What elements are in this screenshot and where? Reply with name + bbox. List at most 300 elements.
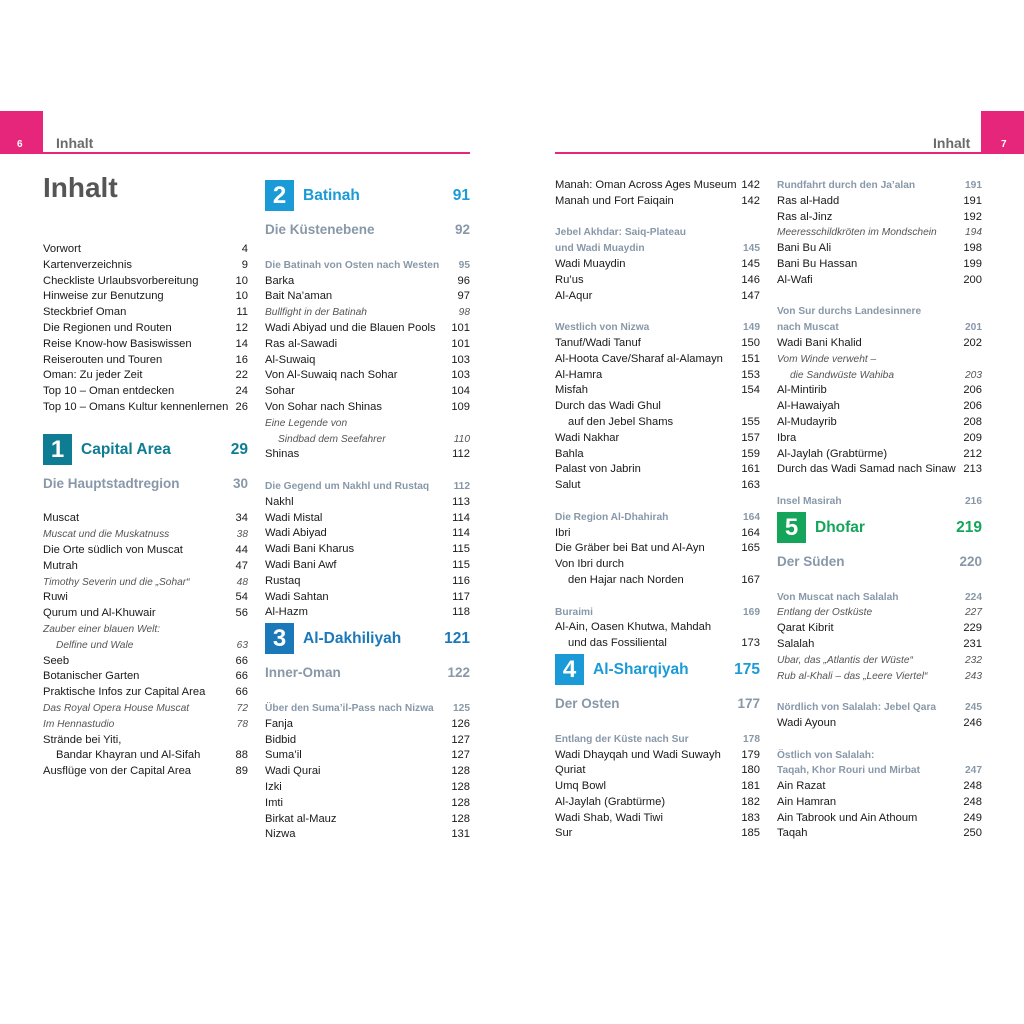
toc-entry[interactable] (43, 669, 248, 685)
toc-entry[interactable] (265, 574, 470, 590)
entry-page: 72 (236, 702, 248, 714)
entry-page: 116 (452, 574, 470, 587)
entry-page: 200 (963, 273, 982, 286)
toc-column-2 (265, 178, 470, 843)
entry-page: 56 (235, 607, 248, 620)
toc-entry[interactable] (555, 748, 760, 764)
entry-page: 127 (451, 733, 470, 746)
feature-entry[interactable] (43, 638, 248, 654)
entry-title: Misfah (555, 384, 588, 397)
entry-page: 9 (241, 258, 248, 271)
entry-page: 163 (741, 479, 760, 492)
entry-page: 202 (963, 336, 982, 349)
toc-entry[interactable] (777, 462, 982, 478)
entry-page: 208 (963, 415, 982, 428)
feature-entry[interactable] (43, 527, 248, 543)
toc-entry[interactable] (265, 748, 470, 764)
entry-page: 95 (458, 259, 470, 271)
toc-entry[interactable] (43, 258, 248, 274)
entry-page: 97 (457, 290, 470, 303)
entry-title: Wadi Nakhar (555, 431, 620, 444)
entry-page: 191 (965, 180, 982, 191)
toc-entry[interactable] (777, 716, 982, 732)
entry-title: Ru’us (555, 273, 584, 286)
entry-title: Die Hauptstadtregion (43, 475, 180, 491)
toc-entry[interactable] (777, 336, 982, 352)
toc-entry[interactable] (555, 462, 760, 478)
entry-page: 92 (454, 222, 470, 237)
toc-entry[interactable] (777, 795, 982, 811)
entry-title: Ain Hamran (777, 795, 837, 808)
section-heading[interactable] (555, 510, 760, 526)
toc-entry[interactable] (265, 289, 470, 305)
toc-entry[interactable] (43, 748, 248, 764)
entry-page: 114 (452, 511, 470, 524)
toc-entry[interactable] (43, 384, 248, 400)
section-heading[interactable] (265, 701, 470, 717)
entry-page: 206 (963, 400, 982, 413)
toc-entry[interactable] (555, 447, 760, 463)
entry-page: 128 (451, 780, 470, 793)
toc-entry[interactable] (265, 400, 470, 416)
toc-entry[interactable] (265, 542, 470, 558)
toc-entry[interactable] (265, 796, 470, 812)
entry-title: Wadi Shab, Wadi Tiwi (555, 811, 663, 824)
toc-entry[interactable] (555, 636, 760, 652)
toc-column-4 (777, 178, 982, 842)
chapter-heading[interactable] (265, 621, 470, 661)
section-heading[interactable] (555, 241, 760, 257)
entry-page: 22 (235, 369, 248, 382)
entry-title: Der Osten (555, 695, 620, 711)
entry-title: Birkat al-Mauz (265, 812, 337, 825)
section-heading[interactable] (777, 320, 982, 336)
entry-title: Al-Hamra (555, 368, 603, 381)
entry-page: 177 (737, 695, 760, 711)
toc-entry[interactable] (43, 511, 248, 527)
entry-title: Ausflüge von der Capital Area (43, 765, 192, 778)
toc-entry[interactable] (43, 590, 248, 606)
entry-page: 164 (741, 526, 760, 539)
entry-page: 155 (741, 415, 760, 428)
entry-page: 115 (452, 558, 470, 571)
page-number-left: 6 (17, 139, 23, 150)
toc-entry[interactable] (777, 779, 982, 795)
entry-title: Wadi Bani Kharus (265, 543, 355, 556)
entry-page: 209 (963, 431, 982, 444)
entry-page: 182 (741, 795, 760, 808)
toc-entry[interactable] (43, 242, 248, 258)
entry-title: Al-Suwaiq (265, 353, 316, 366)
section-heading[interactable] (777, 700, 982, 716)
section-heading[interactable] (555, 605, 760, 621)
toc-entry[interactable] (555, 194, 760, 210)
chapter-subtitle[interactable] (265, 661, 470, 685)
feature-entry[interactable] (777, 653, 982, 669)
entry-page: 212 (963, 447, 982, 460)
entry-page: 112 (452, 448, 470, 461)
entry-title: Wadi Bani Awf (265, 558, 337, 571)
chapter-heading[interactable] (43, 432, 248, 472)
toc-entry[interactable] (43, 274, 248, 290)
toc-entry[interactable] (555, 795, 760, 811)
feature-entry[interactable] (777, 669, 982, 685)
entry-page: 126 (451, 717, 470, 730)
toc-entry[interactable] (265, 590, 470, 606)
spacer (777, 574, 982, 590)
toc-entry[interactable] (555, 399, 760, 415)
section-heading[interactable] (777, 178, 982, 194)
entry-page: 151 (741, 352, 760, 365)
toc-entry[interactable] (265, 764, 470, 780)
toc-entry[interactable] (43, 305, 248, 321)
entry-title: Hinweise zur Benutzung (43, 290, 164, 303)
toc-entry[interactable] (777, 241, 982, 257)
chapter-page: 219 (956, 518, 982, 536)
entry-title: Sohar (265, 385, 295, 398)
chapter-subtitle[interactable] (777, 550, 982, 574)
entry-page: 16 (235, 353, 248, 366)
toc-entry[interactable] (777, 210, 982, 226)
entry-title: Bani Bu Hassan (777, 257, 858, 270)
entry-page: 88 (235, 749, 248, 762)
toc-entry[interactable] (43, 321, 248, 337)
toc-entry[interactable] (265, 717, 470, 733)
entry-title: Von Ibri durch (555, 558, 625, 571)
entry-title: Kartenverzeichnis (43, 258, 132, 271)
toc-entry[interactable] (555, 273, 760, 289)
section-heading[interactable] (777, 494, 982, 510)
toc-entry[interactable] (555, 352, 760, 368)
section-heading[interactable] (555, 732, 760, 748)
toc-entry[interactable] (555, 257, 760, 273)
entry-title: Qarat Kibrit (777, 622, 834, 635)
entry-title: Delfine und Wale (56, 639, 134, 651)
spacer (555, 210, 760, 226)
entry-title: Oman: Zu jeder Zeit (43, 369, 143, 382)
feature-entry[interactable] (43, 701, 248, 717)
entry-page: 183 (741, 811, 760, 824)
toc-entry[interactable] (777, 826, 982, 842)
toc-entry[interactable] (555, 779, 760, 795)
entry-title: Rub al-Khali – das „Leere Viertel“ (777, 670, 928, 682)
entry-page: 180 (741, 764, 760, 777)
chapter-heading[interactable] (777, 510, 982, 550)
chapter-number-badge: 5 (777, 512, 806, 543)
entry-page: 10 (235, 290, 248, 303)
entry-page: 179 (741, 748, 760, 761)
entry-title: Insel Masirah (777, 495, 842, 507)
page-number-tab-right (981, 111, 1024, 153)
entry-title: Timothy Severin und die „Sohar“ (43, 576, 190, 588)
entry-title: Nördlich von Salalah: Jebel Qara (777, 702, 937, 714)
entry-title: Salalah (777, 637, 815, 650)
entry-page: 101 (451, 337, 470, 350)
entry-page: 47 (235, 559, 248, 572)
entry-title: Muscat und die Muskatnuss (43, 529, 170, 541)
feature-entry[interactable] (777, 605, 982, 621)
toc-entry[interactable] (43, 289, 248, 305)
toc-entry[interactable] (265, 558, 470, 574)
toc-entry[interactable] (43, 606, 248, 622)
section-heading[interactable] (555, 320, 760, 336)
entry-page: 104 (451, 385, 470, 398)
chapter-title: Capital Area (81, 440, 171, 458)
chapter-page: 175 (734, 660, 760, 678)
entry-title: Wadi Muaydin (555, 257, 626, 270)
toc-entry[interactable] (555, 431, 760, 447)
toc-entry[interactable] (43, 337, 248, 353)
section-heading[interactable] (777, 748, 982, 764)
feature-entry[interactable] (265, 416, 470, 432)
entry-title: Ibra (777, 431, 797, 444)
entry-title: Sur (555, 827, 573, 840)
entry-title: Über den Suma’il-Pass nach Nizwa (265, 702, 434, 714)
toc-entry[interactable] (43, 543, 248, 559)
entry-page: 229 (963, 622, 982, 635)
toc-entry[interactable] (555, 415, 760, 431)
toc-entry[interactable] (777, 637, 982, 653)
toc-entry[interactable] (777, 431, 982, 447)
entry-page: 142 (741, 179, 760, 191)
entry-page: 109 (451, 400, 470, 413)
entry-page: 142 (741, 194, 760, 207)
entry-title: Suma’il (265, 749, 302, 762)
feature-entry[interactable] (265, 432, 470, 448)
entry-page: 198 (963, 242, 982, 255)
toc-entry[interactable] (265, 353, 470, 369)
toc-entry[interactable] (265, 605, 470, 621)
toc-entry[interactable] (555, 557, 760, 573)
spacer (265, 463, 470, 479)
toc-entry[interactable] (777, 399, 982, 415)
toc-entry[interactable] (555, 826, 760, 842)
toc-entry[interactable] (555, 178, 760, 194)
entry-title: Der Süden (777, 553, 845, 569)
entry-page: 117 (452, 590, 470, 603)
chapter-page: 91 (452, 187, 470, 204)
entry-page: 199 (963, 257, 982, 270)
section-heading[interactable] (555, 225, 760, 241)
feature-entry[interactable] (43, 717, 248, 733)
entry-title: Die Batinah von Osten nach Westen (265, 259, 440, 271)
toc-entry[interactable] (555, 289, 760, 305)
chapter-subtitle[interactable] (43, 472, 248, 496)
toc-entry[interactable] (555, 541, 760, 557)
feature-entry[interactable] (265, 305, 470, 321)
entry-page: 101 (451, 321, 470, 334)
entry-page: 249 (963, 811, 982, 824)
toc-entry[interactable] (777, 811, 982, 827)
entry-title: Salut (555, 479, 581, 492)
toc-entry[interactable] (555, 573, 760, 589)
toc-entry[interactable] (265, 511, 470, 527)
entry-title: Al-Mudayrib (777, 415, 837, 428)
entry-page: 247 (965, 765, 982, 777)
entry-page: 145 (743, 243, 760, 255)
entry-title: Reise Know-how Basiswissen (43, 337, 192, 350)
spacer (555, 589, 760, 605)
entry-title: Taqah, Khor Rouri und Mirbat (777, 765, 920, 777)
feature-entry[interactable] (777, 225, 982, 241)
toc-entry[interactable] (555, 526, 760, 542)
entry-title: Strände bei Yiti, (43, 733, 122, 746)
chapter-subtitle[interactable] (265, 218, 470, 242)
entry-title: Izki (265, 780, 282, 793)
toc-entry[interactable] (43, 400, 248, 416)
page-title: Inhalt (43, 172, 118, 203)
entry-title: Inner-Oman (265, 665, 341, 681)
entry-title: Eine Legende von (265, 417, 348, 429)
entry-title: Fanja (265, 717, 293, 730)
entry-title: Bidbid (265, 733, 297, 746)
section-heading[interactable] (777, 763, 982, 779)
entry-page: 145 (741, 257, 760, 270)
entry-page: 4 (241, 243, 248, 255)
toc-entry[interactable] (265, 812, 470, 828)
chapter-heading[interactable] (265, 178, 470, 218)
entry-title: Wadi Mistal (265, 511, 323, 524)
chapter-subtitle[interactable] (555, 692, 760, 716)
spacer (777, 684, 982, 700)
toc-entry[interactable] (777, 383, 982, 399)
toc-entry[interactable] (555, 478, 760, 494)
toc-entry[interactable] (265, 337, 470, 353)
entry-title: Westlich von Nizwa (555, 322, 650, 334)
entry-page: 122 (447, 665, 470, 681)
entry-title: Praktische Infos zur Capital Area (43, 686, 206, 699)
toc-entry[interactable] (555, 368, 760, 384)
toc-entry[interactable] (43, 733, 248, 749)
toc-entry[interactable] (265, 733, 470, 749)
entry-title: Die Regionen und Routen (43, 321, 172, 334)
chapter-title: Al-Sharqiyah (593, 660, 689, 678)
entry-page: 213 (963, 463, 982, 476)
entry-page: 98 (458, 307, 470, 319)
entry-title: Checkliste Urlaubsvorbereitung (43, 274, 199, 287)
entry-page: 248 (963, 780, 982, 793)
entry-title: Imti (265, 796, 284, 809)
page-number-right: 7 (1001, 139, 1007, 150)
page-number-tab-left (0, 111, 43, 153)
entry-title: Top 10 – Omans Kultur kennenlernen (43, 400, 229, 413)
entry-page: 245 (965, 702, 982, 714)
toc-entry[interactable] (555, 336, 760, 352)
entry-page: 146 (741, 273, 760, 286)
toc-entry[interactable] (555, 620, 760, 636)
entry-title: Tanuf/Wadi Tanuf (555, 336, 641, 349)
entry-page: 167 (741, 573, 760, 586)
toc-entry[interactable] (777, 415, 982, 431)
entry-title: die Sandwüste Wahiba (790, 369, 895, 381)
entry-title: Die Gräber bei Bat und Al-Ayn (555, 542, 705, 555)
toc-entry[interactable] (777, 447, 982, 463)
section-heading[interactable] (265, 479, 470, 495)
entry-title: Al-Hoota Cave/Sharaf al-Alamayn (555, 352, 723, 365)
section-heading[interactable] (265, 258, 470, 274)
toc-entry[interactable] (777, 194, 982, 210)
entry-page: 66 (235, 670, 248, 683)
toc-entry[interactable] (43, 559, 248, 575)
entry-title: Bahla (555, 447, 584, 460)
entry-page: 127 (451, 749, 470, 762)
entry-title: Steckbrief Oman (43, 306, 127, 319)
feature-entry[interactable] (777, 368, 982, 384)
header-rule-right (555, 152, 1024, 154)
toc-entry[interactable] (43, 654, 248, 670)
entry-page: 44 (235, 543, 248, 556)
toc-entry[interactable] (555, 763, 760, 779)
entry-page: 78 (236, 718, 248, 730)
toc-entry[interactable] (265, 526, 470, 542)
section-heading[interactable] (777, 590, 982, 606)
entry-title: Bani Bu Ali (777, 242, 832, 255)
entry-title: Von Sohar nach Shinas (265, 400, 382, 413)
toc-entry[interactable] (265, 495, 470, 511)
entry-title: Bandar Khayran und Al-Sifah (56, 749, 201, 762)
entry-page: 169 (743, 606, 760, 618)
toc-entry[interactable] (265, 780, 470, 796)
toc-entry[interactable] (265, 368, 470, 384)
chapter-number-badge: 4 (555, 654, 584, 685)
toc-entry[interactable] (777, 621, 982, 637)
entry-title: Al-Mintirib (777, 384, 827, 397)
feature-entry[interactable] (43, 622, 248, 638)
entry-title: Manah und Fort Faiqain (555, 194, 674, 207)
entry-title: Nizwa (265, 828, 296, 841)
toc-entry[interactable] (265, 274, 470, 290)
entry-page: 10 (235, 274, 248, 287)
toc-entry[interactable] (265, 447, 470, 463)
chapter-number-badge: 1 (43, 434, 72, 465)
entry-page: 96 (457, 274, 470, 287)
entry-title: Die Orte südlich von Muscat (43, 543, 183, 556)
toc-entry[interactable] (777, 273, 982, 289)
toc-entry[interactable] (43, 685, 248, 701)
toc-entry[interactable] (777, 257, 982, 273)
entry-title: und das Fossiliental (568, 637, 667, 650)
entry-title: Umq Bowl (555, 780, 606, 793)
entry-page: 192 (963, 210, 982, 223)
toc-entry[interactable] (265, 827, 470, 843)
entry-title: Das Royal Opera House Muscat (43, 702, 190, 714)
entry-page: 112 (453, 480, 470, 492)
spacer (43, 496, 248, 512)
toc-entry[interactable] (555, 811, 760, 827)
entry-title: Wadi Abiyad (265, 527, 327, 540)
chapter-heading[interactable] (555, 652, 760, 692)
feature-entry[interactable] (43, 575, 248, 591)
entry-title: Die Region Al-Dhahirah (555, 511, 669, 523)
entry-page: 206 (963, 384, 982, 397)
entry-page: 149 (743, 322, 760, 334)
section-heading[interactable] (777, 304, 982, 320)
toc-entry[interactable] (43, 764, 248, 780)
feature-entry[interactable] (777, 352, 982, 368)
toc-entry[interactable] (265, 384, 470, 400)
chapter-title: Al-Dakhiliyah (303, 630, 402, 648)
toc-entry[interactable] (43, 368, 248, 384)
entry-title: Al-Aqur (555, 289, 593, 302)
toc-entry[interactable] (265, 321, 470, 337)
entry-title: Entlang der Küste nach Sur (555, 733, 689, 745)
toc-entry[interactable] (43, 353, 248, 369)
entry-page: 131 (451, 828, 470, 841)
entry-page: 248 (963, 795, 982, 808)
toc-entry[interactable] (555, 383, 760, 399)
entry-title: Ain Tabrook und Ain Athoum (777, 811, 918, 824)
entry-title: Quriat (555, 764, 586, 777)
